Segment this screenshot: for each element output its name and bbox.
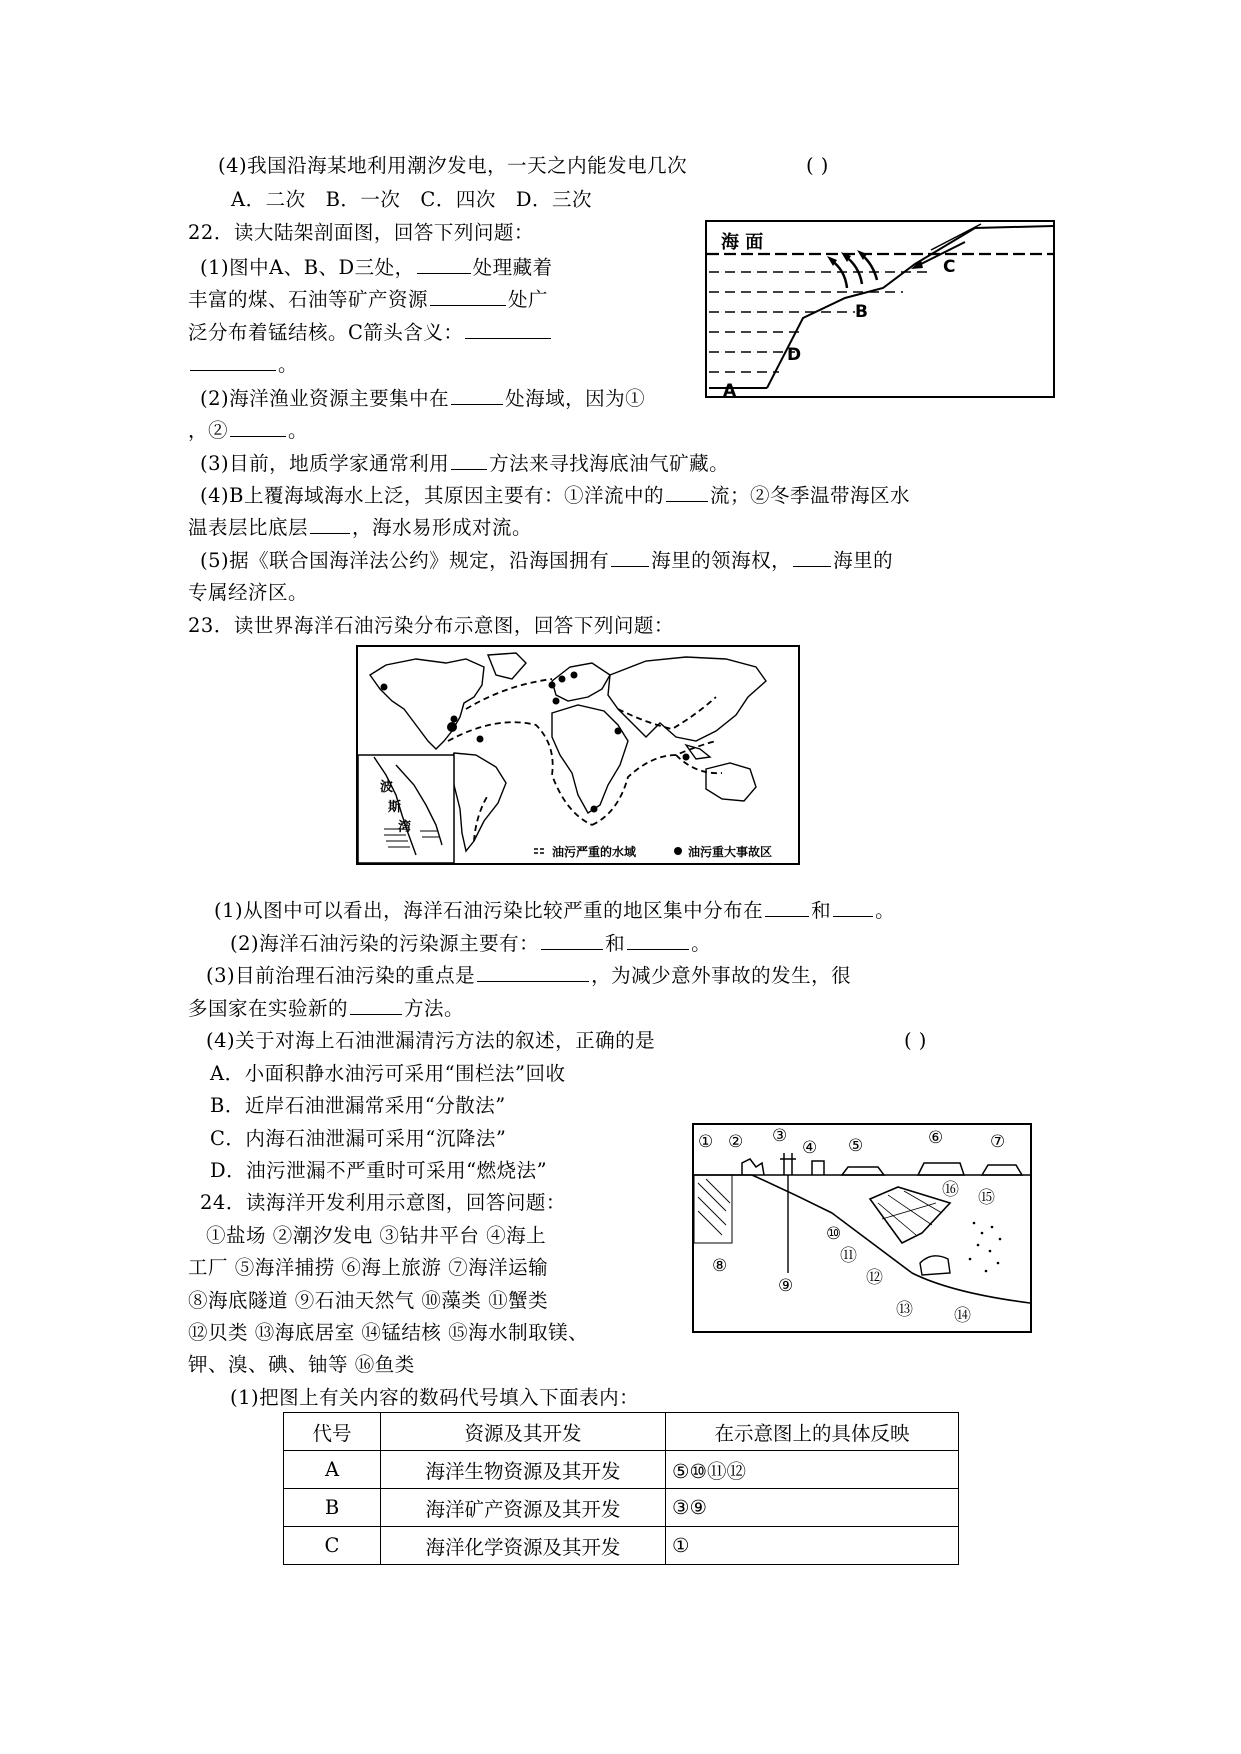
num-1: ①: [698, 1132, 714, 1152]
blank[interactable]: [833, 898, 873, 917]
q21-options: A．二次 B．一次 C．四次 D．三次: [231, 188, 592, 211]
row-answer[interactable]: ③⑨: [666, 1489, 959, 1527]
num-5: ⑤: [848, 1136, 864, 1156]
row-code: C: [284, 1527, 381, 1565]
q22-part1-line2: 丰富的煤、石油等矿产资源 处广: [188, 288, 549, 311]
q22-part1-line3: 泛分布着锰结核。C箭头含义：: [188, 320, 553, 346]
q23-part1: (1)从图中可以看出，海洋石油污染比较严重的地区集中分布在 和 。: [214, 899, 896, 922]
persian-gulf-inset: [358, 755, 454, 863]
q21-answer-paren[interactable]: ( ): [806, 154, 829, 177]
q24-items-line2: 工厂 ⑤海洋捕捞 ⑥海上旅游 ⑦海洋运输: [188, 1256, 549, 1279]
num-12: ⑫: [866, 1268, 883, 1288]
blank[interactable]: [430, 287, 506, 306]
table-header-row: [284, 1413, 959, 1451]
q22-part4-line2: 温表层比底层 ，海水易形成对流。: [188, 516, 533, 539]
num-8: ⑧: [712, 1256, 728, 1276]
blank[interactable]: [477, 963, 589, 982]
q22-part2-line1: (2)海洋渔业资源主要集中在 处海域，因为①: [200, 387, 646, 410]
blank[interactable]: [765, 898, 809, 917]
q23-option-C[interactable]: C．内海石油泄漏可采用“沉降法”: [210, 1127, 507, 1150]
legend-dot-label: 油污重大事故区: [688, 845, 773, 859]
blank[interactable]: [350, 996, 402, 1015]
q23-part2: (2)海洋石油污染的污染源主要有： 和 。: [230, 932, 712, 955]
legend-dash-label: 油污严重的水域: [552, 845, 637, 859]
label-B: B: [855, 302, 868, 322]
blank[interactable]: [451, 451, 487, 470]
q24-title: 24．读海洋开发利用示意图，回答问题：: [200, 1191, 566, 1214]
header-code: 代号: [284, 1413, 381, 1451]
label-A: A: [723, 381, 737, 400]
blank[interactable]: [451, 386, 503, 405]
num-4: ④: [802, 1138, 818, 1158]
row-code: A: [284, 1451, 381, 1489]
header-resource: 资源及其开发: [381, 1413, 666, 1451]
label-D: D: [787, 345, 802, 365]
num-6: ⑥: [928, 1128, 944, 1148]
num-2: ②: [728, 1132, 744, 1152]
num-9: ⑨: [778, 1276, 794, 1296]
q23-part3-line2: 多国家在实验新的 方法。: [188, 997, 465, 1020]
blank[interactable]: [793, 548, 831, 567]
blank[interactable]: [627, 931, 689, 950]
row-code: B: [284, 1489, 381, 1527]
q24-items-line3: ⑧海底隧道 ⑨石油天然气 ⑩藻类 ⑪蟹类: [188, 1289, 549, 1312]
q24-items-line5: 钾、溴、碘、铀等 ⑯鱼类: [188, 1353, 415, 1376]
table-row: [284, 1489, 959, 1527]
num-11: ⑪: [840, 1246, 857, 1266]
q22-part3: (3)目前，地质学家通常利用 方法来寻找海底油气矿藏。: [200, 452, 730, 475]
q23-answer-paren[interactable]: ( ): [904, 1029, 927, 1052]
table-row: [284, 1451, 959, 1489]
blank[interactable]: [611, 548, 649, 567]
blank[interactable]: [666, 483, 708, 502]
q22-part1-line1: (1)图中A、B、D三处， 处理藏着: [200, 256, 553, 279]
q24-part1: (1)把图上有关内容的数码代号填入下面表内：: [230, 1386, 640, 1409]
q24-items-line1: ①盐场 ②潮汐发电 ③钻井平台 ④海上: [206, 1224, 547, 1247]
ocean-development-diagram: [692, 1123, 1032, 1333]
q22-part1-line4: 。: [188, 352, 298, 378]
inset-char-3: 湾: [398, 820, 412, 835]
num-3: ③: [772, 1126, 788, 1146]
inset-char-1: 波: [380, 780, 394, 795]
num-7: ⑦: [990, 1132, 1006, 1152]
world-oil-pollution-map: [356, 645, 800, 865]
blank[interactable]: [230, 418, 286, 437]
q23-part4: (4)关于对海上石油泄漏清污方法的叙述，正确的是: [206, 1029, 656, 1052]
q23-part3-line1: (3)目前治理石油污染的重点是 ，为减少意外事故的发生，很: [206, 964, 852, 987]
inset-char-2: 斯: [388, 800, 402, 815]
q21-part4: (4)我国沿海某地利用潮汐发电，一天之内能发电几次: [218, 154, 688, 177]
row-answer[interactable]: ①: [666, 1527, 959, 1565]
header-reflection: 在示意图上的具体反映: [666, 1413, 959, 1451]
row-answer[interactable]: ⑤⑩⑪⑫: [666, 1451, 959, 1489]
num-14: ⑭: [954, 1306, 971, 1326]
row-resource: 海洋生物资源及其开发: [381, 1451, 666, 1489]
q23-option-A[interactable]: A．小面积静水油污可采用“围栏法”回收: [210, 1062, 566, 1085]
label-C: C: [943, 257, 956, 277]
q22-part4-line1: (4)B上覆海域海水上泛，其原因主要有：①洋流中的 流；②冬季温带海区水: [200, 484, 910, 507]
resource-table: [283, 1412, 959, 1565]
q22-part5-line1: (5)据《联合国海洋法公约》规定，沿海国拥有 海里的领海权， 海里的: [200, 549, 894, 572]
sea-surface-label: 海 面: [721, 232, 764, 253]
blank[interactable]: [541, 931, 603, 950]
q23-option-B[interactable]: B．近岸石油泄漏常采用“分散法”: [210, 1094, 506, 1117]
q22-part2-line2: ，② 。: [188, 419, 309, 442]
blank[interactable]: [190, 352, 276, 371]
num-15: ⑮: [978, 1188, 995, 1208]
continental-shelf-diagram: [705, 220, 1055, 400]
num-10: ⑩: [826, 1224, 842, 1244]
q24-items-line4: ⑫贝类 ⑬海底居室 ⑭锰结核 ⑮海水制取镁、: [188, 1321, 589, 1344]
blank[interactable]: [310, 515, 350, 534]
q23-title: 23．读世界海洋石油污染分布示意图，回答下列问题：: [188, 614, 674, 637]
blank[interactable]: [465, 320, 551, 339]
upwelling-arrows: [831, 254, 877, 288]
table-row: [284, 1527, 959, 1565]
q23-option-D[interactable]: D．油污泄漏不严重时可采用“燃烧法”: [210, 1159, 548, 1182]
num-13: ⑬: [896, 1300, 913, 1320]
num-16: ⑯: [942, 1180, 959, 1200]
q22-title: 22．读大陆架剖面图，回答下列问题：: [188, 221, 534, 244]
q22-part5-line2: 专属经济区。: [188, 581, 309, 604]
blank[interactable]: [417, 255, 471, 274]
row-resource: 海洋化学资源及其开发: [381, 1527, 666, 1565]
row-resource: 海洋矿产资源及其开发: [381, 1489, 666, 1527]
